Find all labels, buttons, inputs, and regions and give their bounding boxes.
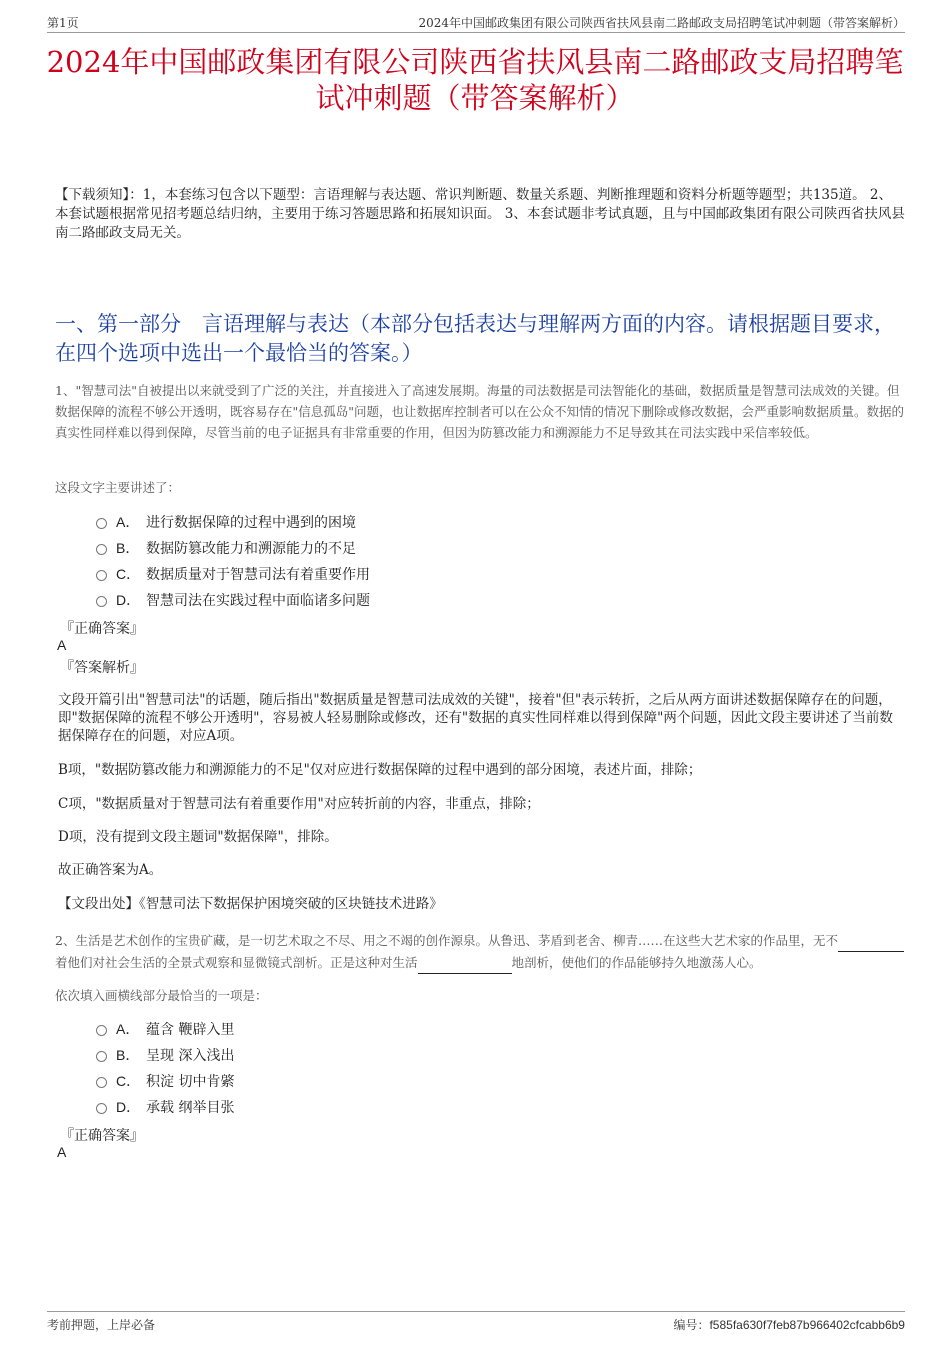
analysis-paragraph: B项，"数据防篡改能力和溯源能力的不足"仅对应进行数据保障的过程中遇到的部分困境，表述片面，排除；: [58, 762, 702, 778]
option-letter: B．: [116, 540, 140, 556]
question-1-prompt: 这段文字主要讲述了：: [55, 480, 181, 495]
question-2-option-b[interactable]: [96, 1045, 234, 1065]
option-letter: D．: [116, 1099, 141, 1115]
analysis-paragraph: D项，没有提到文段主题词"数据保障"，排除。: [58, 829, 338, 845]
analysis-paragraph: 故正确答案为A。: [58, 862, 163, 878]
radio-icon[interactable]: [96, 1077, 107, 1088]
section-title: 一、第一部分 言语理解与表达（本部分包括表达与理解两方面的内容。请根据题目要求，在四个选项中选出一个最恰当的答案。）: [55, 312, 895, 365]
question-1-option-b[interactable]: [96, 538, 356, 558]
radio-icon[interactable]: [96, 544, 107, 555]
answer-label: 『正确答案』: [60, 1128, 144, 1144]
stem-text: 2、生活是艺术创作的宝贵矿藏，是一切艺术取之不尽、用之不竭的创作源泉。从鲁迅、茅盾到老舍、柳青……在这些大艺术家的作品里，无不: [55, 933, 838, 948]
page-number: 第1页: [47, 16, 79, 30]
option-text: 数据质量对于智慧司法有着重要作用: [146, 567, 370, 583]
analysis-paragraph: C项，"数据质量对于智慧司法有着重要作用"对应转折前的内容，非重点，排除；: [58, 796, 540, 812]
option-text: 智慧司法在实践过程中面临诸多问题: [146, 593, 370, 609]
option-letter: C．: [116, 1073, 141, 1089]
page-footer: [47, 1311, 905, 1334]
option-text: 积淀 切中肯綮: [146, 1074, 235, 1090]
radio-icon[interactable]: [96, 1103, 107, 1114]
radio-icon[interactable]: [96, 1051, 107, 1062]
answer-label: 『正确答案』: [60, 621, 144, 637]
radio-icon[interactable]: [96, 1025, 107, 1036]
question-1-stem: 1、"智慧司法"自被提出以来就受到了广泛的关注，并直接进入了高速发展期。海量的司法数据是司法智能化的基础，数据质量是智慧司法成效的关键。但数据保障的流程不够公开透明，既容易存在"信息孤岛"问题，也让数据库控制者可以在公众不知情的情况下删除或修改数据，会严重影响数据质量。数据的真实性同样难以得到保障，尽管当前的电子证据具有非常重要的作用，但因为防篡改能力和溯源能力不足导致其在司法实践中采信率较低。: [55, 383, 905, 440]
fill-blank: [418, 952, 512, 974]
option-text: 呈现 深入浅出: [146, 1048, 235, 1064]
option-letter: A．: [116, 1021, 140, 1037]
option-letter: D．: [116, 592, 141, 608]
question-2-option-a[interactable]: [96, 1019, 234, 1039]
radio-icon[interactable]: [96, 570, 107, 581]
download-notice: 【下载须知】：1，本套练习包含以下题型：言语理解与表达题、常识判断题、数量关系题、判断推理题和资料分析题等题型；共135道。 2、本套试题根据常见招考题总结归纳，主要用于练习答题思路和拓展知识面。 3、本套试题非考试真题，且与中国邮政集团有限公司陕西省扶风县南二路邮政支局无关。: [55, 187, 905, 241]
header-doc-title: 2024年中国邮政集团有限公司陕西省扶风县南二路邮政支局招聘笔试冲刺题（带答案解析）: [418, 16, 905, 30]
question-1-option-a[interactable]: [96, 512, 356, 532]
option-text: 数据防篡改能力和溯源能力的不足: [146, 541, 356, 557]
option-text: 蕴含 鞭辟入里: [146, 1022, 235, 1038]
option-text: 进行数据保障的过程中遇到的困境: [146, 515, 356, 531]
stem-text: 着他们对社会生活的全景式观察和显微镜式剖析。正是这种对生活: [55, 955, 418, 970]
analysis-label: 『答案解析』: [60, 660, 144, 676]
question-2-option-c[interactable]: [96, 1071, 234, 1091]
option-letter: C．: [116, 566, 141, 582]
radio-icon[interactable]: [96, 518, 107, 529]
option-text: 承载 纲举目张: [146, 1100, 235, 1116]
footer-slogan: 考前押题，上岸必备: [47, 1318, 156, 1332]
analysis-paragraph: 文段开篇引出"智慧司法"的话题，随后指出"数据质量是智慧司法成效的关键"，接着"但"表示转折，之后从两方面讲述数据保障存在的问题，即"数据保障的流程不够公开透明"，容易被人轻易删除或修改，还有"数据的真实性同样难以得到保障"两个问题，因此文段主要讲述了当前数据保障存在的问题，对应A项。: [58, 692, 893, 744]
stem-text: 地剖析，使他们的作品能够持久地激荡人心。: [511, 955, 762, 970]
page-title: 2024年中国邮政集团有限公司陕西省扶风县南二路邮政支局招聘笔试冲刺题（带答案解析）: [46, 45, 904, 115]
page-header: [47, 12, 905, 33]
question-2-stem: [55, 930, 905, 974]
question-2-option-d[interactable]: [96, 1097, 234, 1117]
answer-value: A: [57, 1144, 67, 1160]
question-2-prompt: 依次填入画横线部分最恰当的一项是：: [55, 988, 268, 1003]
radio-icon[interactable]: [96, 596, 107, 607]
option-letter: A．: [116, 514, 140, 530]
answer-value: A: [57, 637, 67, 653]
option-letter: B．: [116, 1047, 140, 1063]
source-reference: 【文段出处】《智慧司法下数据保护困境突破的区块链技术进路》: [58, 896, 443, 912]
question-1-option-c[interactable]: [96, 564, 370, 584]
fill-blank: [838, 930, 904, 952]
document-id: 编号：f585fa630f7feb87b966402cfcabb6b9: [673, 1318, 905, 1332]
question-1-option-d[interactable]: [96, 590, 370, 610]
